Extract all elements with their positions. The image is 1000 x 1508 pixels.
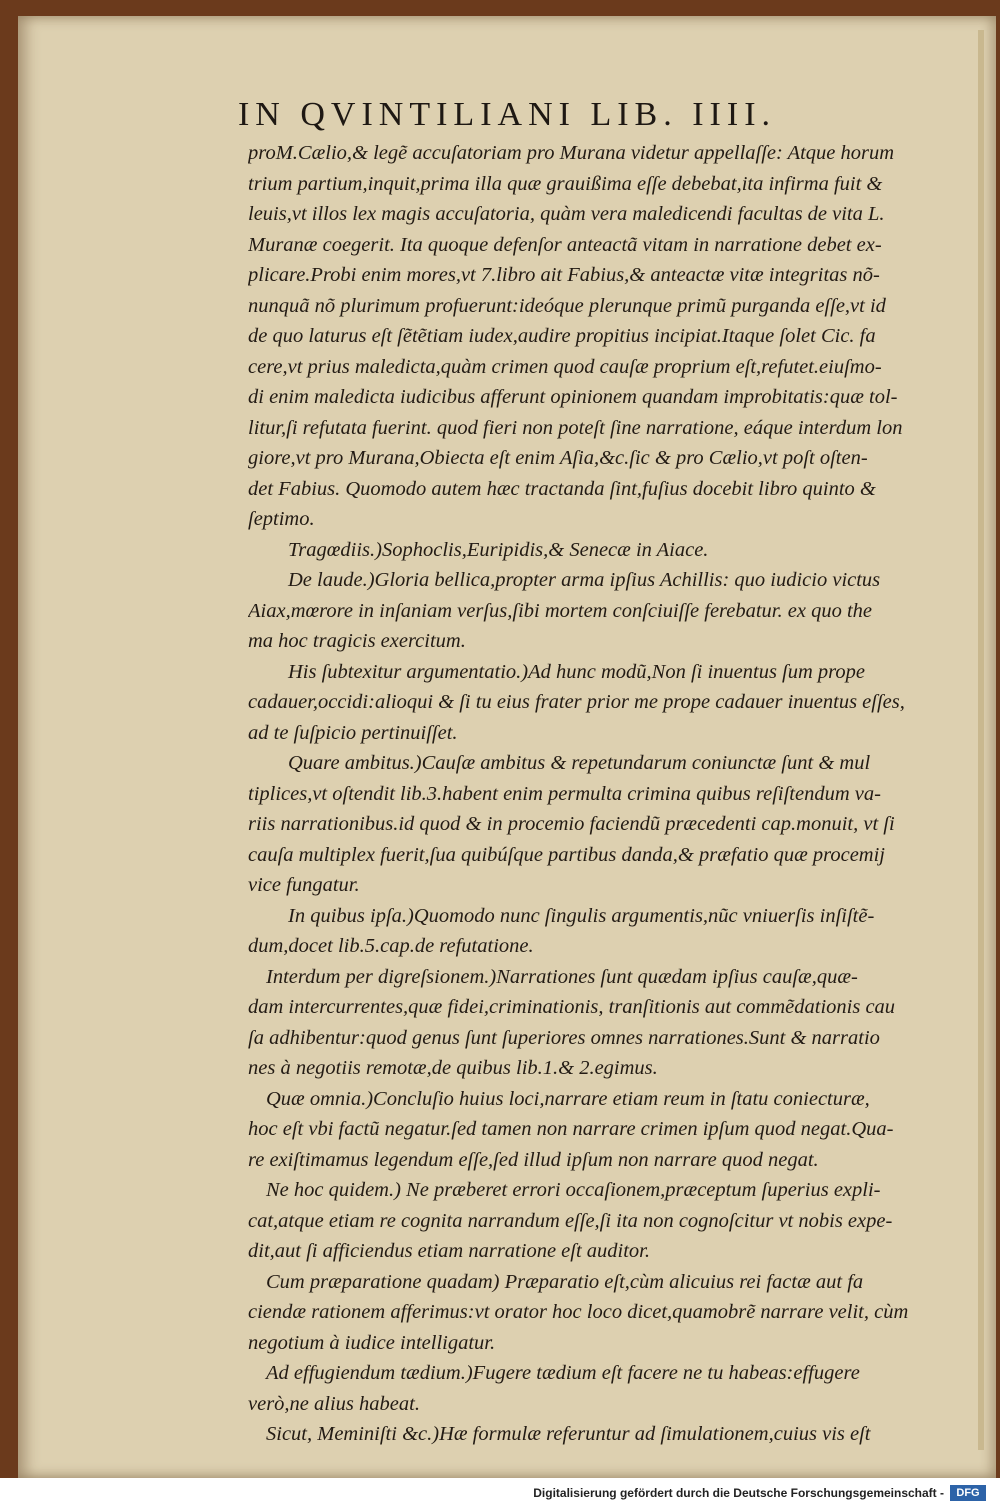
text-line: cat,atque etiam re cognita narrandum eſſe,ſi ita non cognoſcitur vt nobis expe- [248,1209,893,1232]
text-line: giore,vt pro Murana,Obiecta eſt enim Aſia,&c.ſic & pro Cælio,vt poſt oſten- [248,447,868,469]
running-header: IN QVINTILIANI LIB. IIII. [237,96,777,133]
text-line: Cum præparatione quadam) Præparatio eſt,cùm alicuius rei factæ aut fa [266,1270,864,1293]
text-line: Quæ omnia.)Concluſio huius loci,narrare etiam reum in ſtatu coniecturæ, [266,1087,870,1110]
text-line: In quibus ipſa.)Quomodo nunc ſingulis argumentis,nũc vniuerſis inſiſtẽ- [288,904,875,927]
text-line: plicare.Probi enim mores,vt 7.libro ait Fabius,& anteactæ vitæ integritas nõ- [248,264,880,286]
commentary-entry [248,901,960,962]
commentary-entry [248,535,960,566]
text-line: det Fabius. Quomodo autem hæc tractanda ſint,fuſius docebit libro quinto & [248,477,876,500]
text-line: De laude.)Gloria bellica,propter arma ipſius Achillis: quo iudicio victus [288,569,881,591]
text-line: Ne hoc quidem.) Ne præberet errori occaſionem,præceptum ſuperius expli- [266,1179,881,1201]
text-line: ſeptimo. [248,508,315,530]
commentary-entry [248,657,960,749]
text-line: negotium à iudice intelligatur. [248,1331,496,1354]
text-line: de quo laturus eſt ſẽtẽtiam iudex,audire propitius incipiat.Itaque ſolet Cic. fa [248,325,876,347]
text-line: leuis,vt illos lex magis accuſatoria, quàm vera maledicendi facultas de vita L. [248,203,885,225]
commentary-entry [248,748,960,901]
text-line: dam intercurrentes,quæ fidei,criminationis, tranſitionis aut commẽdationis cau [248,996,896,1018]
commentary-entry [248,565,960,657]
text-line: Sicut, Meminiſti &c.)Hæ formulæ referuntur ad ſimulationem,cuius vis eſt [266,1423,871,1445]
text-line: riis narrationibus.id quod & in procemio faciendũ præcedenti cap.monuit, vt ſi [248,813,895,835]
text-line: di enim maledicta iudicibus afferunt opinionem quandam improbitatis:quæ tol- [248,386,898,408]
commentary-entry [248,1084,960,1176]
text-line: cere,vt prius maledicta,quàm crimen quod cauſæ proprium eſt,refutet.eiuſmo- [248,355,882,378]
text-line: ſa adhibentur:quod genus ſunt ſuperiores omnes narrationes.Sunt & narratio [248,1026,880,1049]
text-line: cauſa multiplex fuerit,ſua quibúſque partibus danda,& præfatio quæ procemij [248,843,885,866]
commentary-entry [248,962,960,1084]
text-line: Tragœdiis.)Sophoclis,Euripidis,& Senecæ in Aiace. [288,538,709,561]
text-line: Ad effugiendum tædium.)Fugere tædium eſt facere ne tu habeas:effugere [266,1362,860,1384]
body-paragraph [248,138,960,535]
text-line: Muranæ coegerit. Ita quoque defenſor anteactã vitam in narratione debet ex- [248,233,882,256]
text-line: tiplices,vt oſtendit lib.3.habent enim permulta crimina quibus reſiſtendum va- [248,782,881,805]
text-line: nes à negotiis remotæ,de quibus lib.1.& 2.egimus. [248,1057,658,1079]
funding-notice: Digitalisierung gefördert durch die Deutsche Forschungsgemeinschaft - [533,1486,944,1500]
text-line: ad te ſuſpicio pertinuiſſet. [248,721,458,744]
text-line: Interdum per digreſsionem.)Narrationes ſunt quædam ipſius cauſæ,quæ- [266,965,858,988]
text-line: ciendæ rationem afferimus:vt orator hoc loco dicet,quamobrẽ narrare velit, cùm [248,1301,909,1323]
text-line: Aiax,mœrore in inſaniam verſus,ſibi mortem conſciuiſſe ferebatur. ex quo the [248,599,873,622]
commentary-entry [248,1358,960,1419]
text-line: His ſubtexitur argumentatio.)Ad hunc modũ,Non ſi inuentus ſum prope [288,660,865,683]
text-line: nunquã nõ plurimum profuerunt:ideóque plerunque primũ purganda eſſe,vt id [248,294,886,317]
commentary-entry [248,1267,960,1359]
text-line: trium partium,inquit,prima illa quæ grauißima eſſe debebat,ita infirma fuit & [248,172,883,195]
text-line: verò,ne alius habeat. [248,1392,420,1415]
page-text [248,138,960,1450]
text-line: proM.Cælio,& legẽ accuſatoriam pro Murana videtur appellaſſe: Atque horum [248,142,895,164]
text-line: cadauer,occidi:alioqui & ſi tu eius frater prior me prope cadauer inuentus eſſes, [248,691,905,713]
commentary-entry [248,1419,960,1450]
digitization-footer [0,1478,1000,1508]
page-edge [978,30,984,1450]
text-line: re exiſtimamus legendum eſſe,ſed illud ipſum non narrare quod negat. [248,1148,819,1171]
text-line: hoc eſt vbi factũ negatur.ſed tamen non narrare crimen ipſum quod negat.Qua- [248,1118,894,1140]
text-line: litur,ſi refutata fuerint. quod fieri non poteſt ſine narratione, eáque interdum lon [248,416,903,439]
text-line: vice fungatur. [248,874,360,896]
text-line: dum,docet lib.5.cap.de refutatione. [248,935,534,957]
text-line: Quare ambitus.)Cauſæ ambitus & repetundarum coniunctæ ſunt & mul [288,752,871,774]
commentary-entry [248,1175,960,1267]
text-line: ma hoc tragicis exercitum. [248,630,466,652]
text-line: dit,aut ſi afficiendus etiam narratione eſt auditor. [248,1240,651,1262]
dfg-logo-icon: DFG [950,1485,986,1501]
